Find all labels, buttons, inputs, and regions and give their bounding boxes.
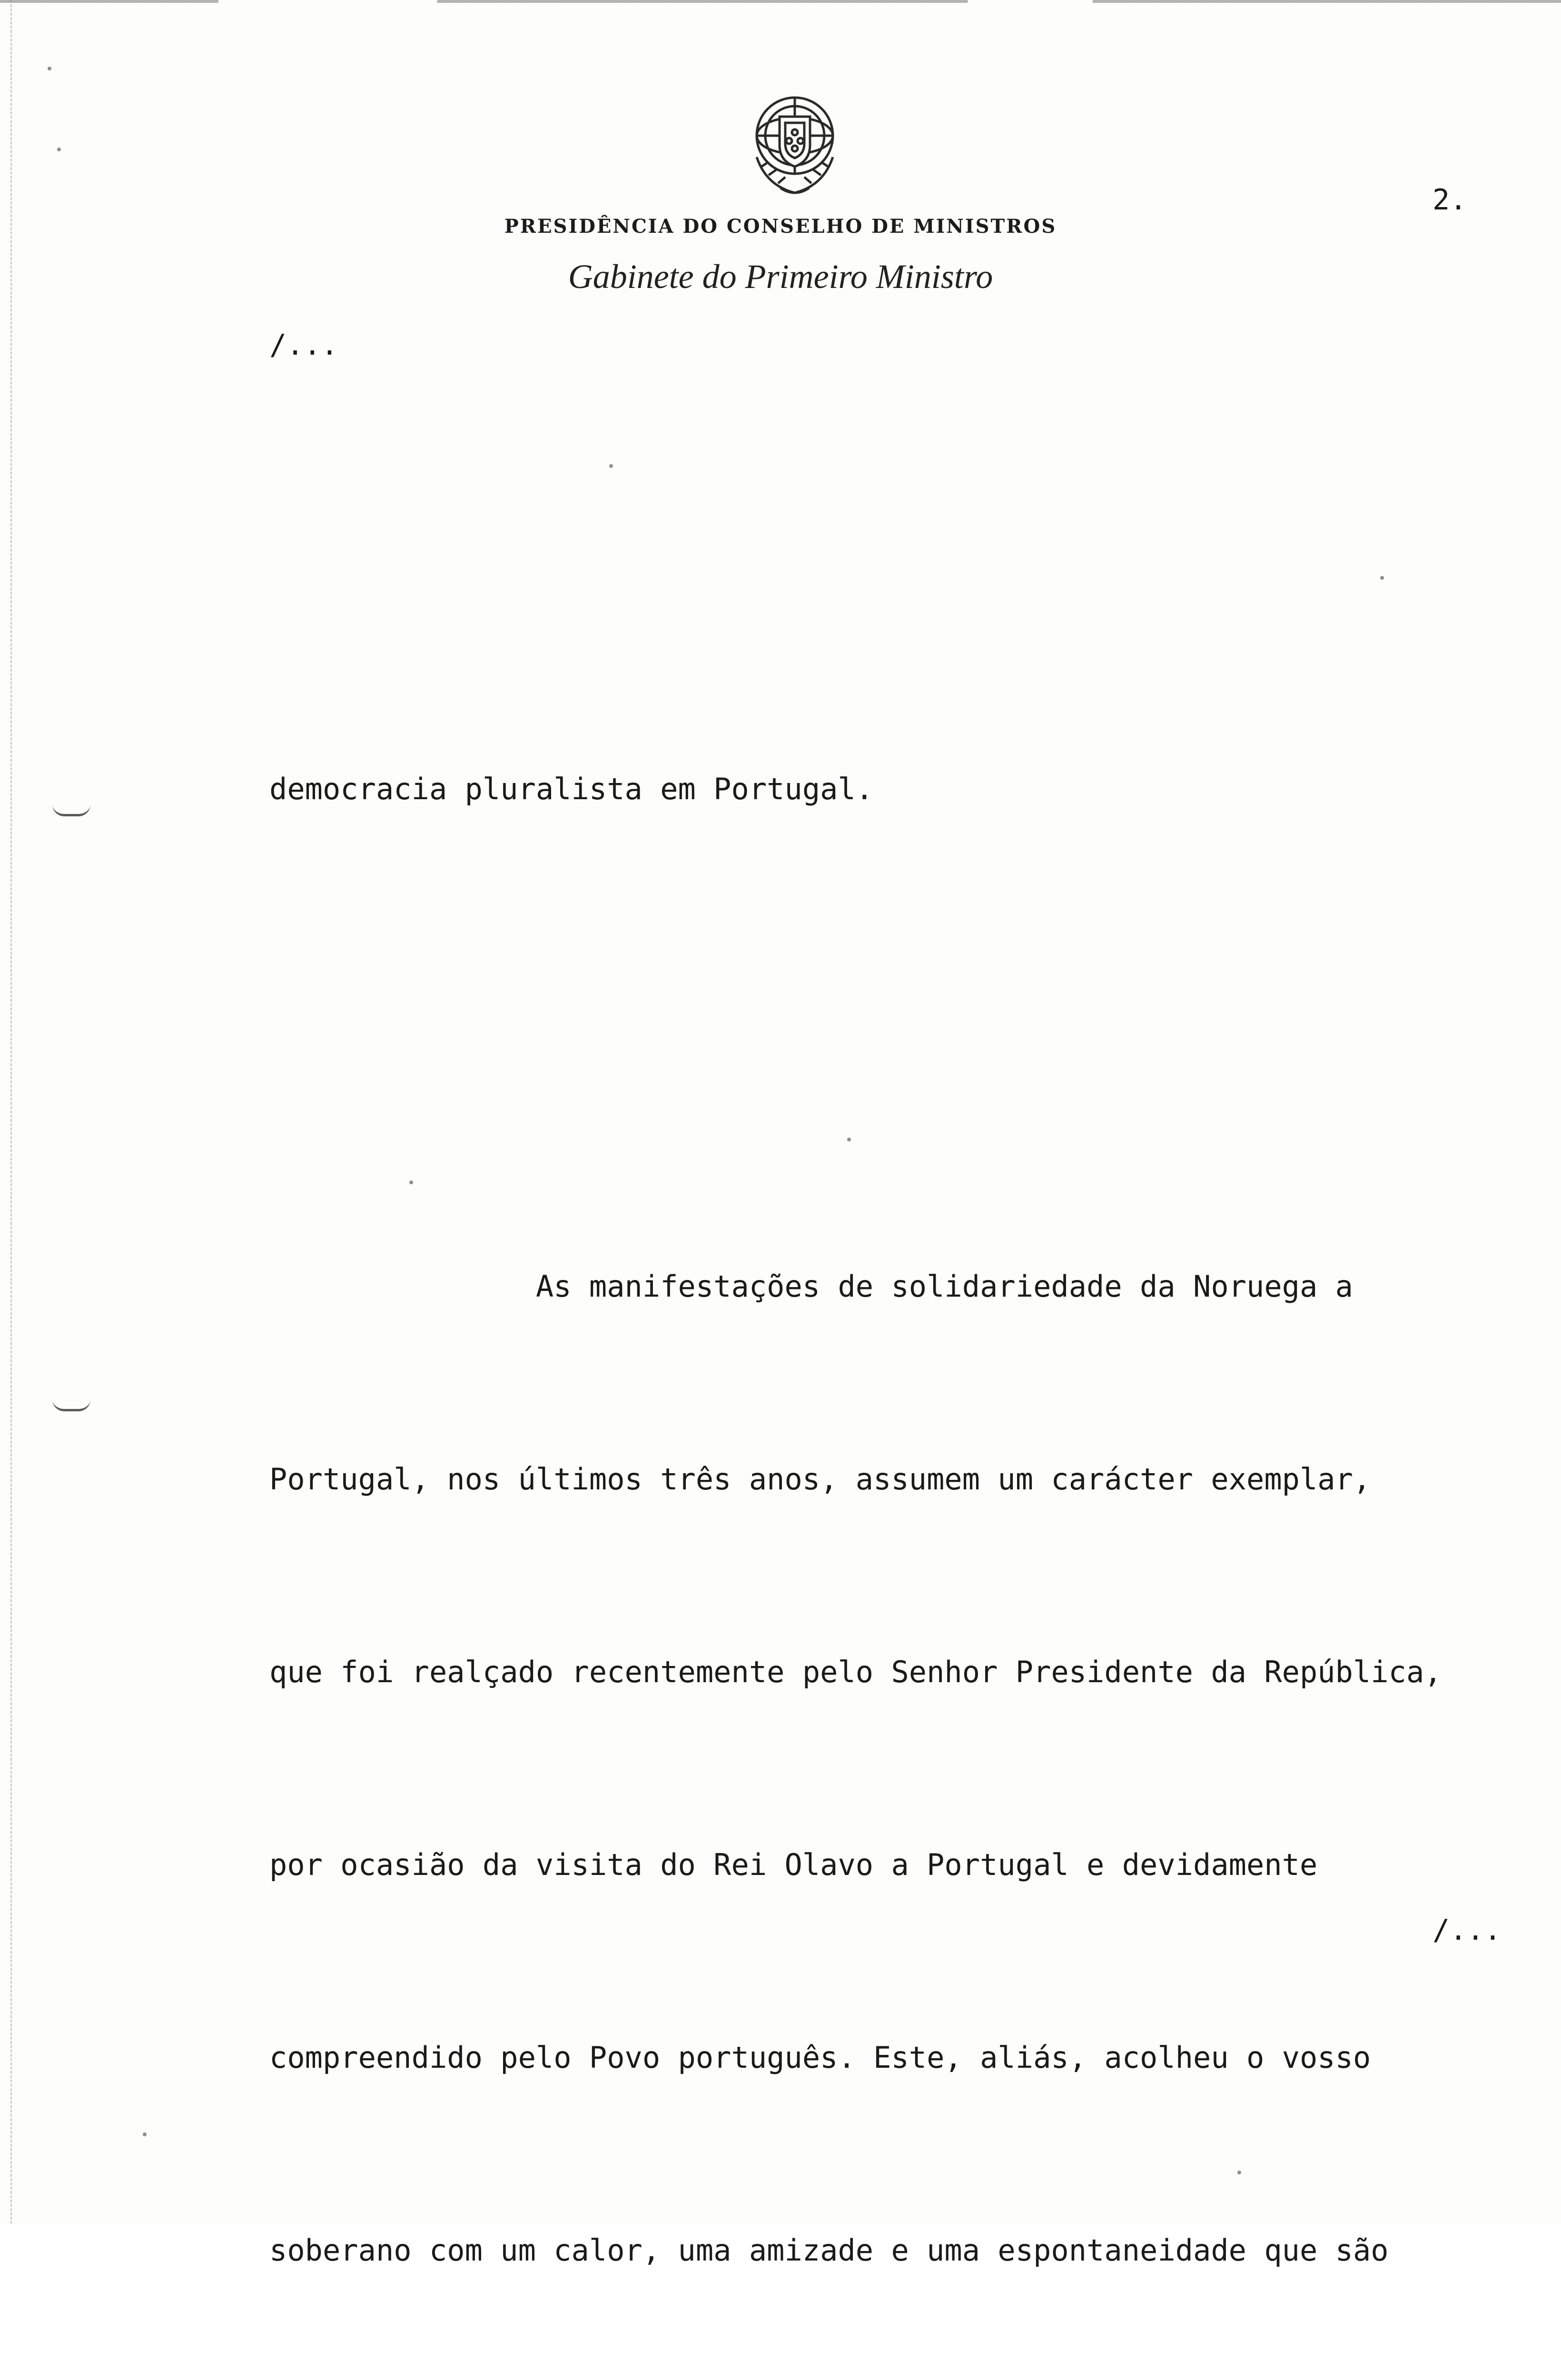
scan-speck <box>1237 2171 1241 2174</box>
text-line: por ocasião da visita do Rei Olavo a Portugal e devidamente <box>269 1847 1318 1882</box>
organization-heading: PRESIDÊNCIA DO CONSELHO DE MINISTROS <box>504 215 1057 238</box>
text-line: As manifestações de solidariedade da Noruega a <box>269 1269 1353 1304</box>
scan-speck <box>609 464 613 468</box>
continuation-mark-top: /... <box>269 328 338 362</box>
paragraph-2 <box>269 1126 1554 2380</box>
cabinet-script-heading: Gabinete do Primeiro Ministro <box>568 258 993 296</box>
scan-speck <box>1380 576 1384 580</box>
text-line: democracia pluralista em Portugal. <box>269 772 874 806</box>
scan-artifact <box>52 1399 90 1411</box>
portuguese-coat-of-arms-icon <box>742 90 847 200</box>
text-line: Portugal, nos últimos três anos, assumem um carácter exemplar, <box>269 1462 1371 1497</box>
continuation-mark-bottom: /... <box>1433 1914 1502 1947</box>
letter-body <box>269 500 1554 2380</box>
top-scan-edge <box>0 0 1561 3</box>
paragraph-1 <box>269 628 1554 950</box>
scan-speck <box>409 1180 413 1184</box>
binding-edge <box>0 0 12 2224</box>
scan-speck <box>48 67 51 70</box>
page-number: 2. <box>1433 183 1467 217</box>
scan-speck <box>57 148 61 151</box>
text-line: compreendido pelo Povo português. Este, aliás, acolheu o vosso <box>269 2040 1371 2075</box>
scan-speck <box>143 2132 147 2136</box>
scan-speck <box>847 1138 851 1141</box>
scan-artifact <box>52 804 90 816</box>
text-line: que foi realçado recentemente pelo Senhor Presidente da República, <box>269 1655 1442 1689</box>
text-line: soberano com um calor, uma amizade e uma espontaneidade que são <box>269 2233 1389 2268</box>
